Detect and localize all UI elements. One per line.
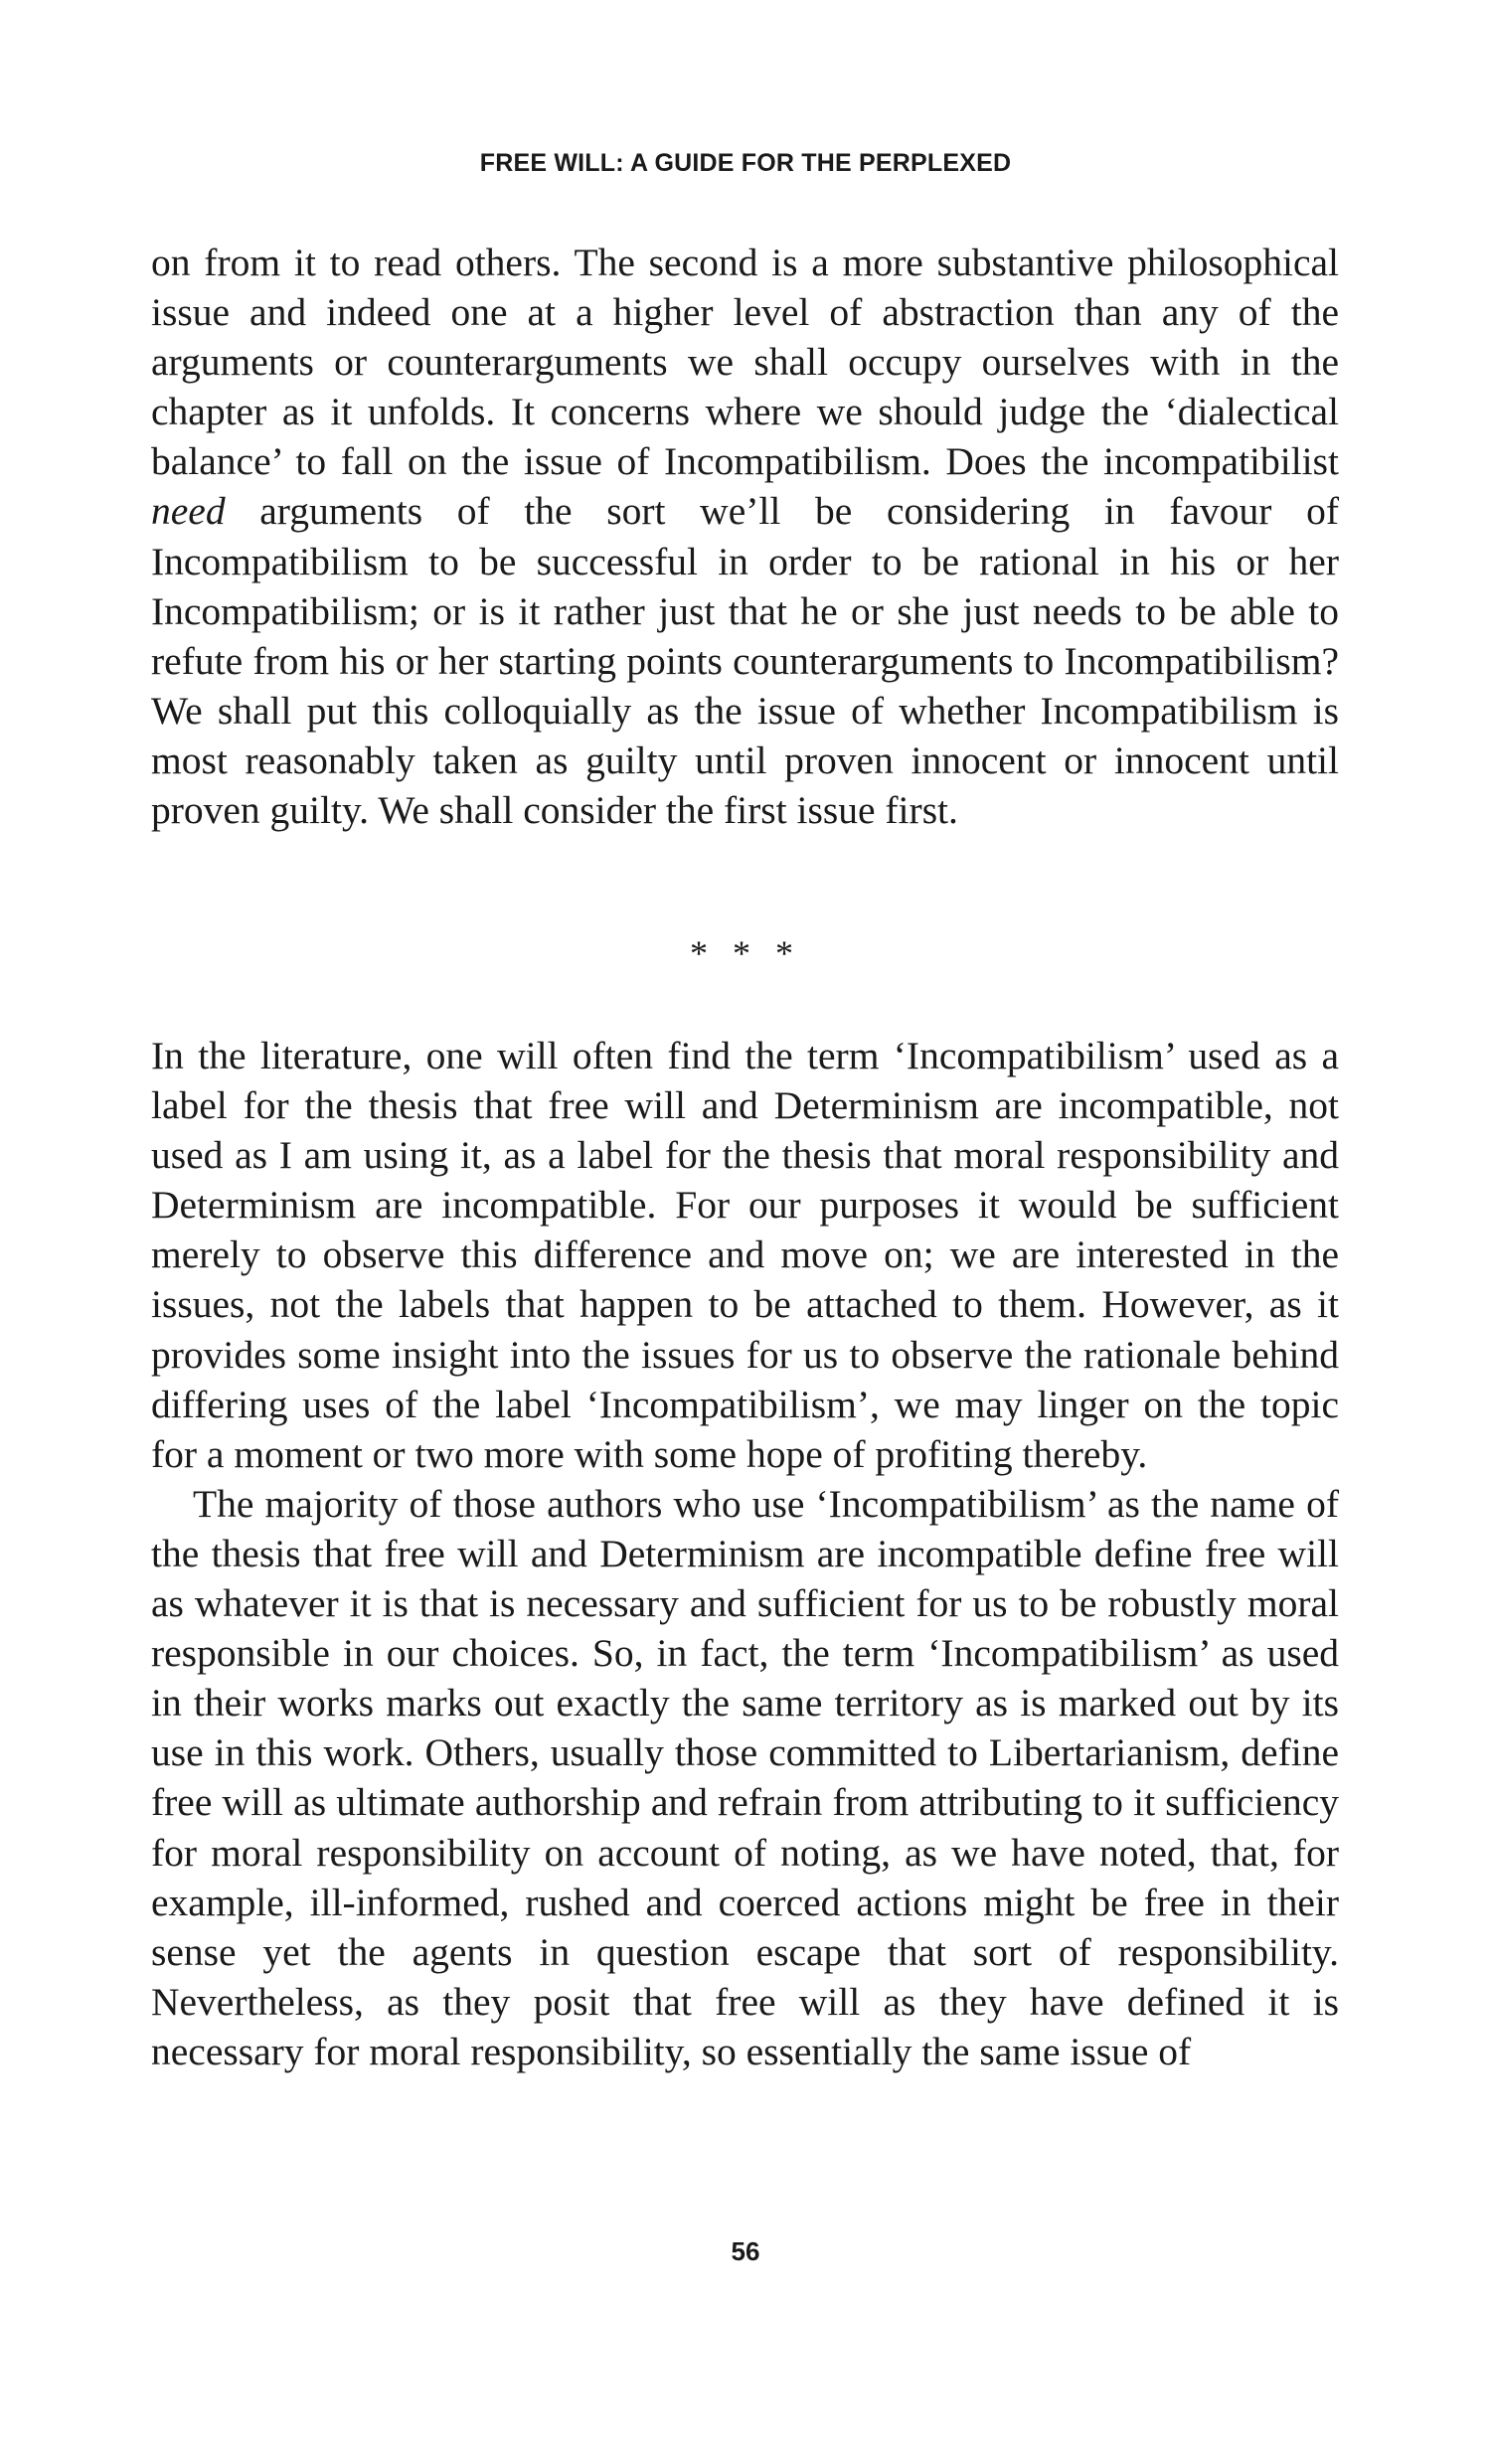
paragraph-2: In the literature, one will often find the term ‘Incompatibilism’ used as a label for the thesis that free will and Determinism are incompatible, not used as I am using it, as a label for the thesis that moral responsibility and Determinism are incompatible. For our purposes it would be sufficient merely to observe this difference and move on; we are interested in the issues, not the labels that happen to be attached to them. However, as it provides some insight into the issues for us to observe the rationale behind differing uses of the label ‘Incompatibilism’, we may linger on the topic for a moment or two more with some hope of profiting thereby. — [151, 1034, 1339, 1476]
body-text-bottom — [151, 1031, 1339, 2076]
section-break: * * * — [690, 933, 801, 973]
body-text-top — [151, 238, 1339, 835]
paragraph-1 — [151, 238, 1339, 835]
emphasis-need: need — [151, 489, 226, 534]
paragraph-3: The majority of those authors who use ‘Incompatibilism’ as the name of the thesis that free will and Determinism are incompatible define free will as whatever it is that is necessary and sufficient for us to be robustly moral responsible in our choices. So, in fact, the term ‘Incompatibilism’ as used in their works marks out exactly the same territory as is marked out by its use in this work. Others, usually those committed to Libertarianism, define free will as ultimate authorship and refrain from attributing to it sufficiency for moral responsibility on account of noting, as we have noted, that, for example, ill-informed, rushed and coerced actions might be free in their sense yet the agents in question escape that sort of responsibility. Nevertheless, as they posit that free will as they have defined it is necessary for moral responsibility, so essentially the same issue of — [151, 1481, 1339, 2073]
running-head: FREE WILL: A GUIDE FOR THE PERPLEXED — [479, 149, 1012, 177]
page-number: 56 — [731, 2236, 760, 2266]
paragraph-1-text-a: on from it to read others. The second is a more substantive philosophical issue and indeed one at a higher level of abstraction than any of the arguments or counterarguments we shall occupy ourselves with in the chapter as it unfolds. It concerns where we should judge the ‘dialectical balance’ to fall on the issue of Incompatibilism. Does the incompatibilist — [151, 241, 1339, 484]
paragraph-1-text-b: arguments of the sort we’ll be considering in favour of Incompatibilism to be successful in order to be rational in his or her Incompatibilism; or is it rather just that he or she just needs to be able to refute from his or her starting points counterarguments to Incompatibilism? We shall put this colloquially as the issue of whether Incompatibilism is most reasonably taken as guilty until proven innocent or innocent until proven guilty. We shall consider the first issue first. — [151, 489, 1339, 833]
